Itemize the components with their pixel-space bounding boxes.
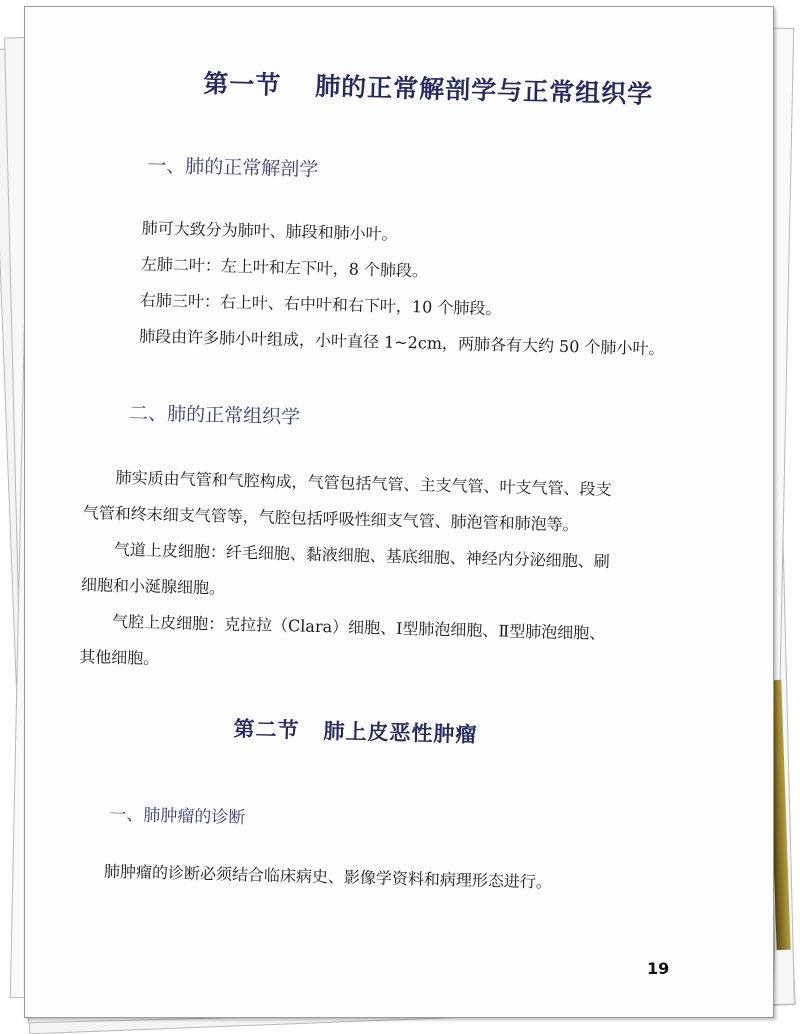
section-1-heading: [203, 64, 654, 111]
text-line: 左肺二叶：左上叶和左下叶，8 个肺段。: [140, 254, 429, 281]
book-page: [24, 6, 774, 1018]
section-title: 肺上皮恶性肿瘤: [323, 718, 478, 747]
section-2-heading: [233, 713, 478, 749]
paragraph: [139, 210, 668, 367]
text-line: 肺段由许多肺小叶组成，小叶直径 1~2cm，两肺各有大约 50 个肺小叶。: [138, 326, 665, 359]
text-line: 气管和终末细支气管等，气腔包括呼吸性细支气管、肺泡管和肺泡等。: [82, 503, 579, 535]
page-number: 19: [647, 959, 670, 978]
text-line: 气道上皮细胞：纤毛细胞、黏液细胞、基底细胞、神经内分泌细胞、刷: [113, 539, 610, 572]
section-number: 第二节: [233, 715, 300, 743]
text-line: 气腔上皮细胞：克拉拉（Clara）细胞、Ⅰ型肺泡细胞、Ⅱ型肺泡细胞、: [111, 611, 606, 643]
paragraph: [79, 459, 612, 688]
subsection-heading: 二、肺的正常组织学: [128, 402, 301, 429]
section-title: 肺的正常解剖学与正常组织学: [314, 71, 654, 109]
text-line: 细胞和小涎腺细胞。: [80, 575, 226, 598]
paragraph: [104, 854, 553, 901]
text-line: 肺肿瘤的诊断必须结合临床病史、影像学资料和病理形态进行。: [103, 861, 553, 892]
subsection-heading: 一、肺肿瘤的诊断: [109, 804, 246, 829]
text-line: 肺可大致分为肺叶、肺段和肺小叶。: [141, 218, 398, 244]
page-content: [24, 6, 774, 1018]
text-line: 右肺三叶：右上叶、右中叶和右下叶，10 个肺段。: [139, 290, 502, 319]
section-number: 第一节: [202, 68, 282, 100]
subsection-heading: 一、肺的正常解剖学: [146, 154, 319, 181]
text-line: 其他细胞。: [79, 647, 160, 669]
text-line: 肺实质由气管和气腔构成，气管包括气管、主支气管、叶支气管、段支: [115, 467, 612, 500]
